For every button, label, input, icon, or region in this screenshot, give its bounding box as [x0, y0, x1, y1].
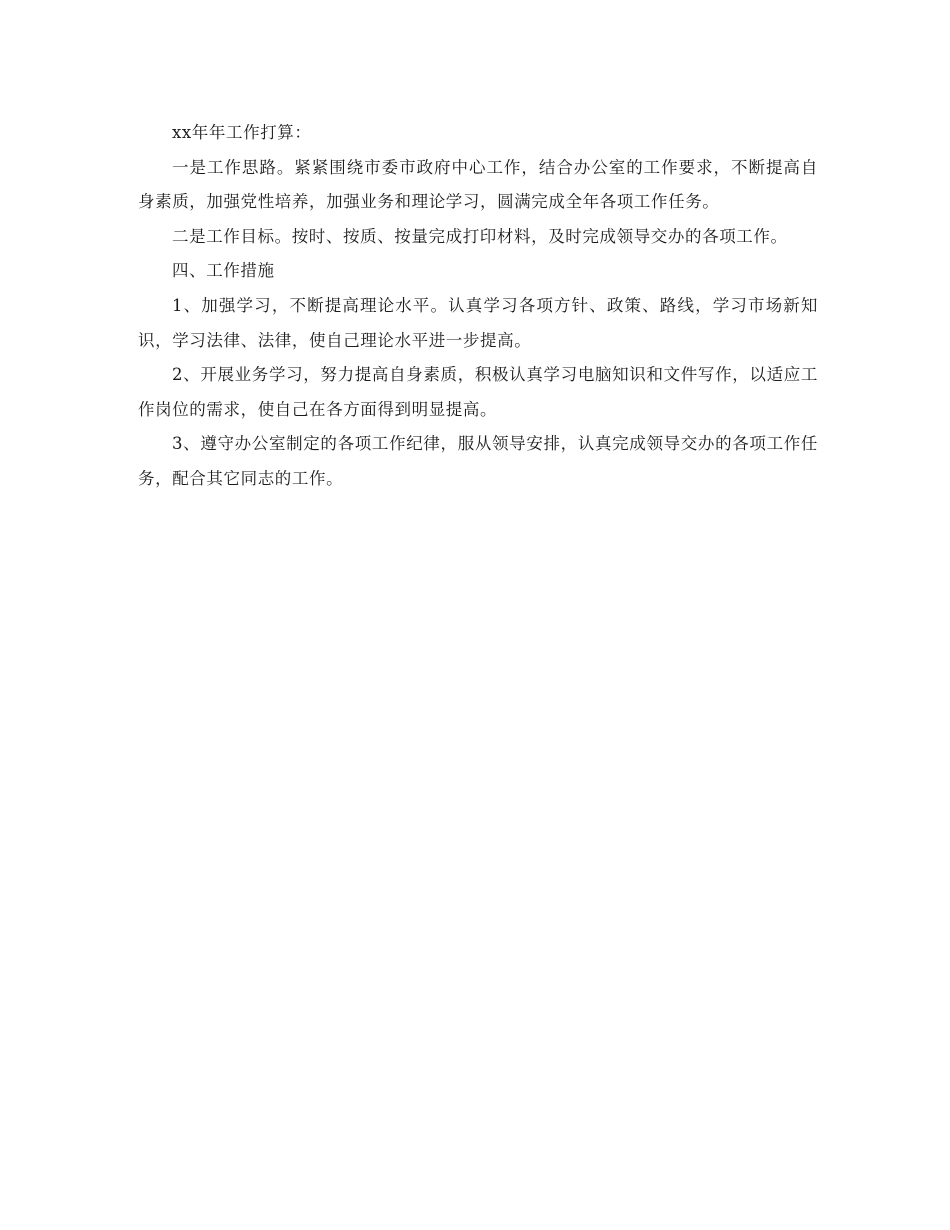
plan-heading: xx年年工作打算：: [172, 123, 312, 142]
paragraph-work-goal: 二是工作目标。按时、按质、按量完成打印材料，及时完成领导交办的各项工作。: [172, 226, 788, 246]
section-heading-measures: 四、工作措施: [172, 261, 275, 281]
paragraph-work-approach: 一是工作思路。紧紧围绕市委市政府中心工作，结合办公室的工作要求，不断提高自身素质，加强党性培养，加强业务和理论学习，圆满完成全年各项工作任务。: [138, 157, 818, 212]
paragraph-measure-3: 3、遵守办公室制定的各项工作纪律，服从领导安排，认真完成领导交办的各项工作任务，配合其它同志的工作。: [138, 434, 818, 488]
paragraph-measure-1: 1、加强学习，不断提高理论水平。认真学习各项方针、政策、路线，学习市场新知识，学习法律、法律，使自己理论水平进一步提高。: [138, 295, 818, 350]
paragraph-measure-2: 2、开展业务学习，努力提高自身素质，积极认真学习电脑知识和文件写作，以适应工作岗位的需求，使自己在各方面得到明显提高。: [138, 365, 818, 419]
document-body: [138, 116, 818, 497]
